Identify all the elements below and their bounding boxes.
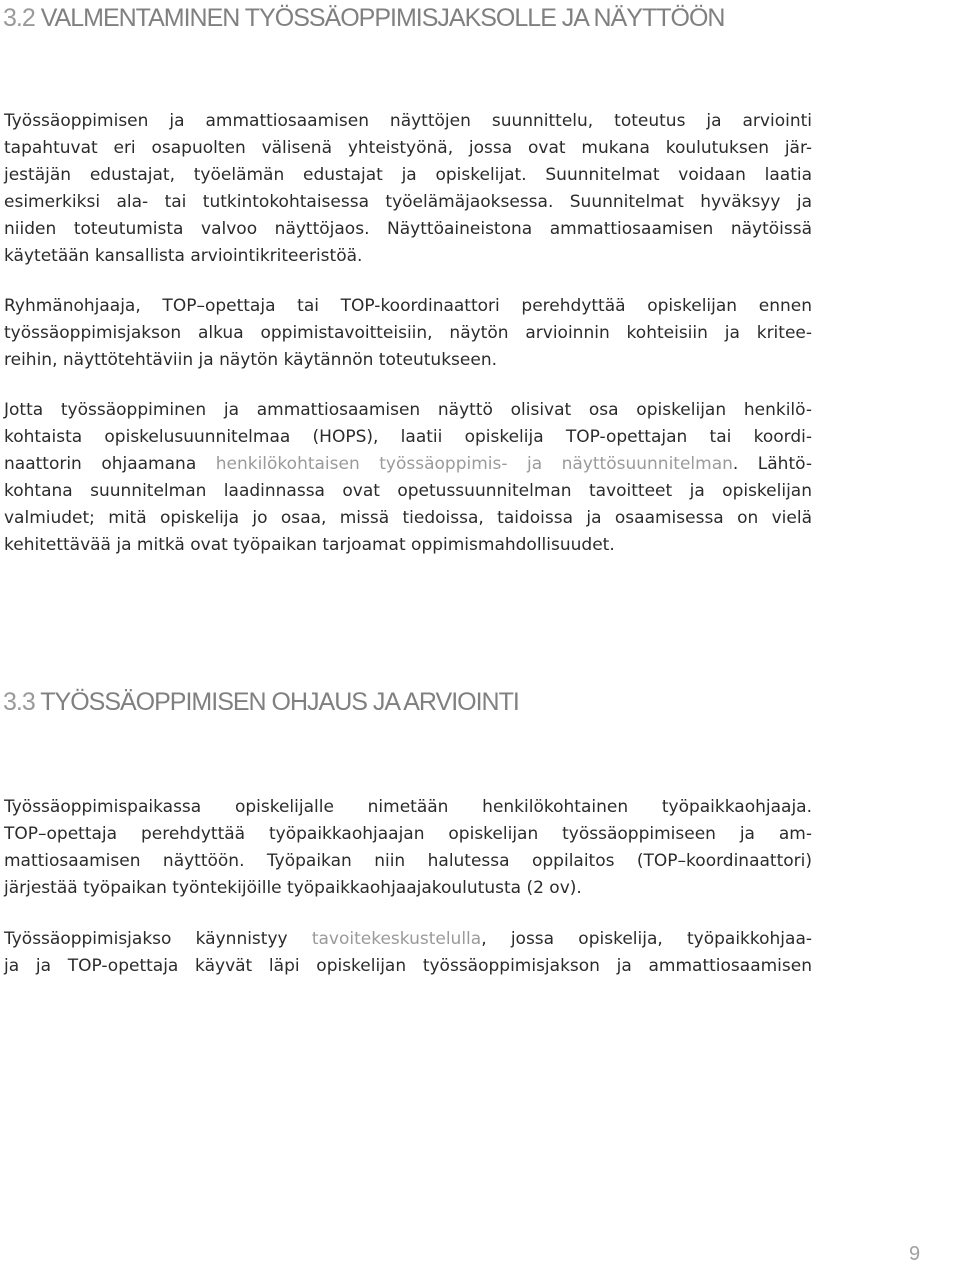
paragraph-planning <box>4 108 812 270</box>
paragraph-workplace-instructor <box>4 794 812 902</box>
text-line <box>4 451 812 478</box>
text-segment: . Lähtö- <box>732 454 812 474</box>
text-line: esimerkiksi ala- tai tutkintokohtaisessa työelämäjaoksessa. Suunnitelmat hyväksyy ja <box>4 192 812 212</box>
section-number: 3.2 <box>3 4 35 32</box>
text-segment: Työssäoppimisjakso käynnistyy <box>4 929 312 949</box>
text-line: kohtana suunnitelman laadinnassa ovat opetussuunnitelman tavoitteet ja opiskelijan <box>4 481 812 501</box>
page-number: 9 <box>909 1243 921 1265</box>
glossary-link-personal-plan[interactable]: henkilökohtaisen työssäoppimis- ja näyttösuunnitelman <box>215 454 733 474</box>
text-line: Työssäoppimispaikassa opiskelijalle nimetään henkilökohtainen työpaikkaohjaaja. <box>4 797 812 817</box>
text-line: järjestää työpaikan työntekijöille työpaikkaohjaajakoulutusta (2 ov). <box>4 878 582 898</box>
text-line: Ryhmänohjaaja, TOP–opettaja tai TOP-koordinaattori perehdyttää opiskelijan ennen <box>4 296 812 316</box>
text-line: Jotta työssäoppiminen ja ammattiosaamisen näyttö olisivat osa opiskelijan henkilö- <box>4 400 812 420</box>
text-segment: naattorin ohjaamana <box>4 454 216 474</box>
text-line: työssäoppimisjakson alkua oppimistavoitteisiin, näytön arvioinnin kohteisiin ja kritee- <box>4 323 812 343</box>
text-line: TOP–opettaja perehdyttää työpaikkaohjaajan opiskelijan työssäoppimiseen ja am- <box>4 824 812 844</box>
section-title: VALMENTAMINEN TYÖSSÄOPPIMISJAKSOLLE JA NÄYTTÖÖN <box>40 4 725 32</box>
text-line: ja ja TOP-opettaja käyvät läpi opiskelijan työssäoppimisjakson ja ammattiosaamisen <box>4 956 812 976</box>
text-line: mattiosaamisen näyttöön. Työpaikan niin halutessa oppilaitos (TOP–koordinaattori) <box>4 851 812 871</box>
text-line: kehitettävää ja mitkä ovat työpaikan tarjoamat oppimismahdollisuudet. <box>4 535 615 555</box>
section-heading-3-3 <box>3 686 519 718</box>
text-line: valmiudet; mitä opiskelija jo osaa, missä tiedoissa, taidoissa ja osaamisessa on vielä <box>4 508 812 528</box>
text-line: kohtaista opiskelusuunnitelmaa (HOPS), laatii opiskelija TOP-opettajan tai koordi- <box>4 427 812 447</box>
section-heading-3-2 <box>3 2 724 34</box>
paragraph-goal-discussion <box>4 926 812 980</box>
text-segment: , jossa opiskelija, työpaikkohjaa- <box>481 929 813 949</box>
section-title: TYÖSSÄOPPIMISEN OHJAUS JA ARVIOINTI <box>40 688 519 716</box>
text-line: käytetään kansallista arviointikriteeristöä. <box>4 246 363 266</box>
text-line: tapahtuvat eri osapuolten välisenä yhteistyönä, jossa ovat mukana koulutuksen jär- <box>4 138 812 158</box>
section-number: 3.3 <box>3 688 35 716</box>
text-line: reihin, näyttötehtäviin ja näytön käytännön toteutukseen. <box>4 350 498 370</box>
text-line <box>4 926 812 953</box>
text-line: niiden toteutumista valvoo näyttöjaos. Näyttöaineistona ammattiosaamisen näytöissä <box>4 219 812 239</box>
glossary-link-goal-discussion[interactable]: tavoitekeskustelulla <box>311 929 482 949</box>
paragraph-hops <box>4 397 812 559</box>
paragraph-orientation <box>4 293 812 374</box>
text-line: Työssäoppimisen ja ammattiosaamisen näyttöjen suunnittelu, toteutus ja arviointi <box>4 111 812 131</box>
text-line: jestäjän edustajat, työelämän edustajat ja opiskelijat. Suunnitelmat voidaan laatia <box>4 165 812 185</box>
